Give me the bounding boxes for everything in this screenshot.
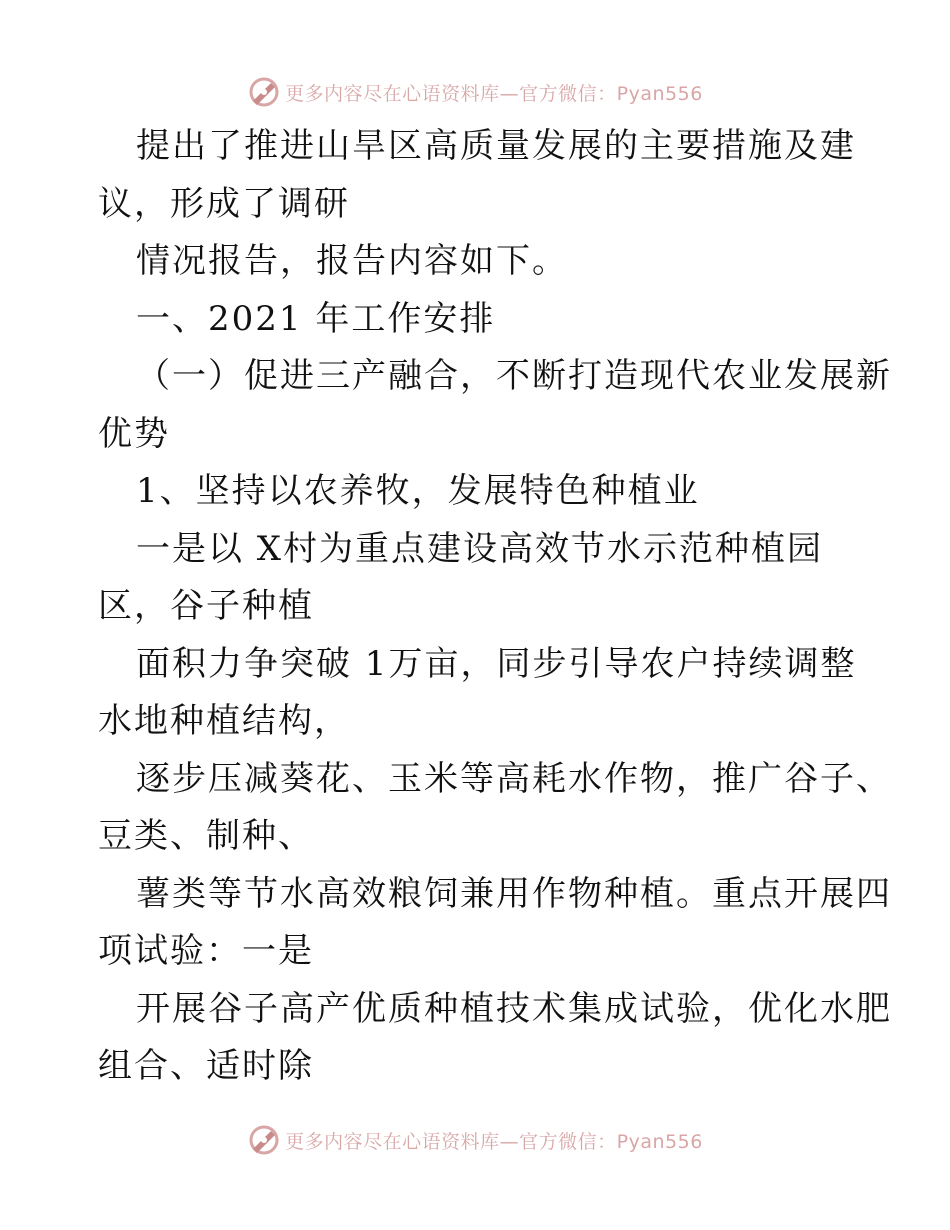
text-line: 组合、适时除 — [98, 1046, 314, 1086]
text-line: 水地种植结构， — [98, 701, 350, 741]
pen-logo-icon — [247, 1123, 281, 1157]
pen-logo-icon — [247, 75, 281, 109]
text-line: 开展谷子高产优质种植技术集成试验，优化水肥 — [136, 988, 892, 1029]
text-line: 1、坚持以农养牧，发展特色种植业 — [136, 471, 700, 511]
header-watermark — [0, 72, 950, 112]
document-body — [98, 118, 892, 1096]
text-line: 区，谷子种植 — [98, 586, 314, 626]
text-line: （一）促进三产融合，不断打造现代农业发展新 — [136, 356, 892, 396]
text-line: 优势 — [98, 413, 170, 454]
text-line: 一、2021 年工作安排 — [136, 298, 496, 339]
text-line: 情况报告，报告内容如下。 — [136, 241, 568, 281]
text-line: 议，形成了调研 — [98, 183, 350, 224]
watermark-text: 更多内容尽在心语资料库—官方微信：Pyan556 — [285, 82, 703, 105]
text-line: 薯类等节水高效粮饲兼用作物种植。重点开展四 — [136, 873, 892, 914]
text-line: 逐步压减葵花、玉米等高耗水作物，推广谷子、 — [136, 758, 892, 799]
text-line: 一是以 X村为重点建设高效节水示范种植园 — [136, 528, 824, 569]
text-line: 豆类、制种、 — [98, 816, 314, 856]
watermark-text: 更多内容尽在心语资料库—官方微信：Pyan556 — [285, 1130, 703, 1153]
text-line: 提出了推进山旱区高质量发展的主要措施及建 — [136, 126, 856, 166]
footer-watermark — [0, 1120, 950, 1160]
text-line: 面积力争突破 1万亩，同步引导农户持续调整 — [136, 643, 857, 684]
text-line: 项试验：一是 — [98, 931, 314, 971]
